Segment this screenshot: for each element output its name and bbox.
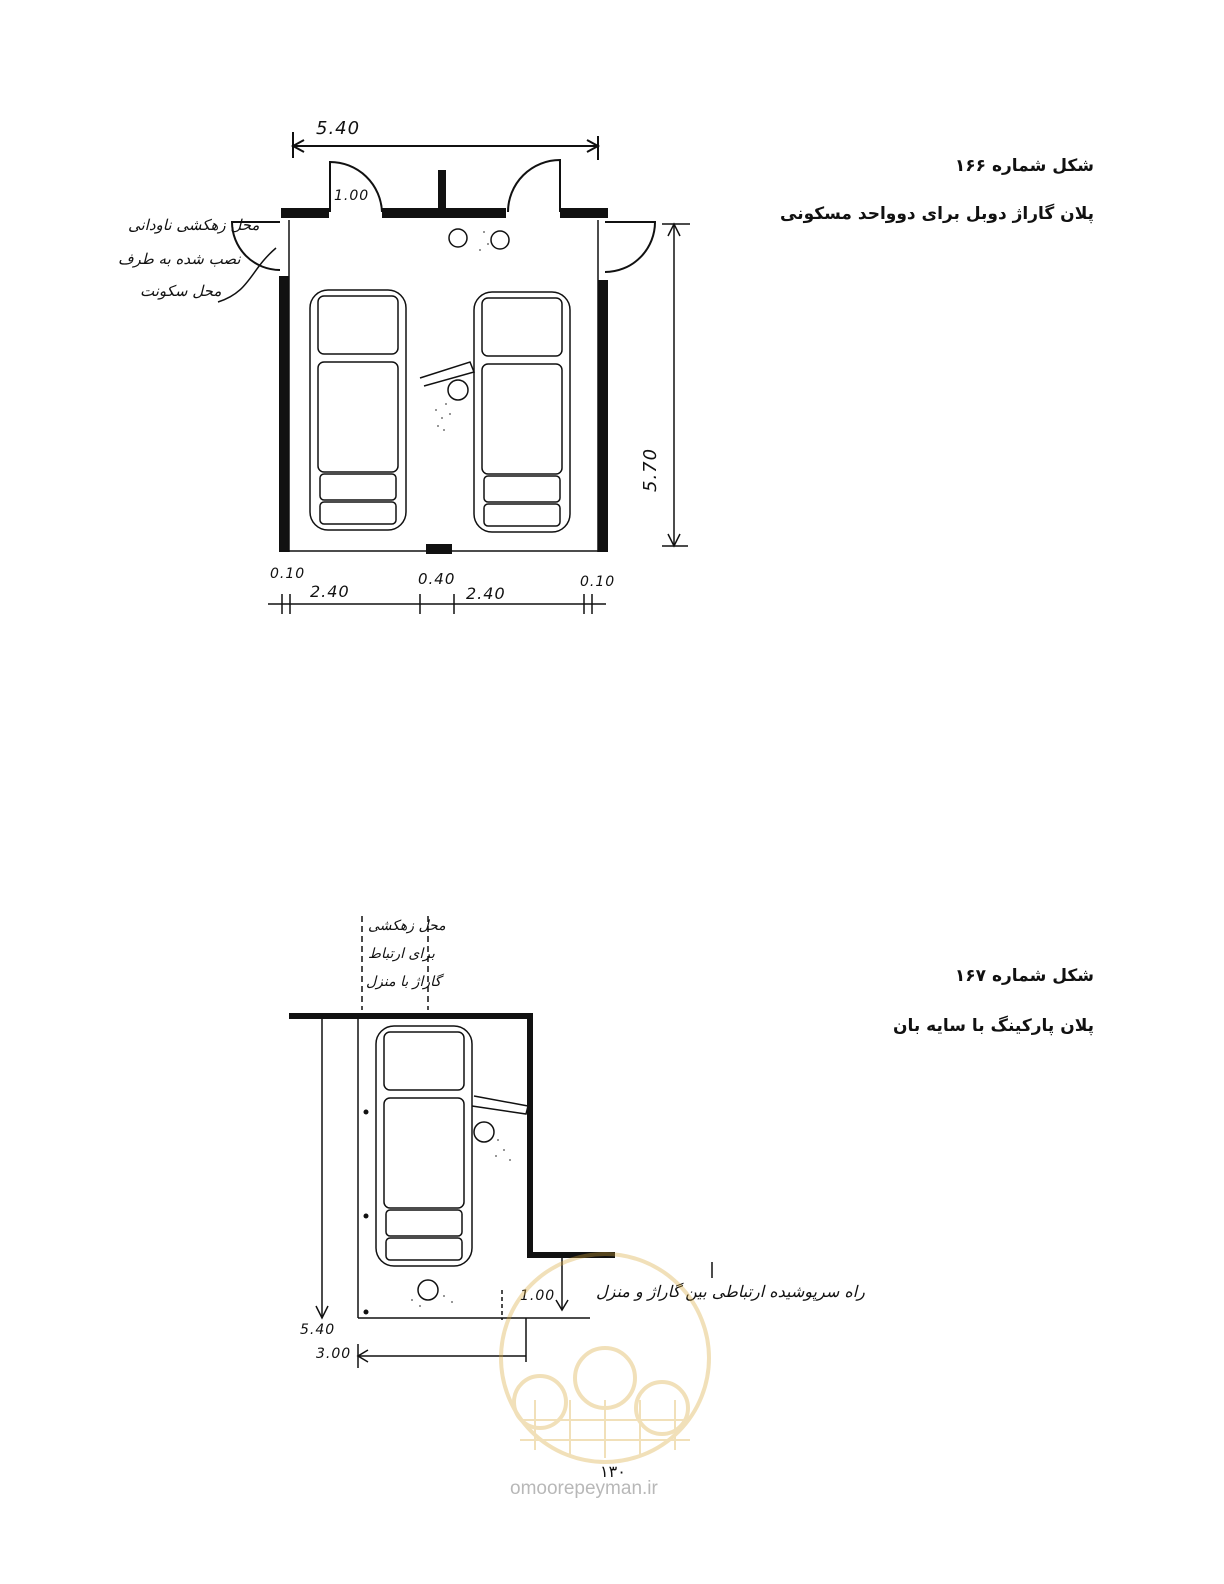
page-number: ۱۳۰	[600, 1462, 626, 1481]
fig166-middle-dim: 0.40	[418, 570, 456, 588]
fig166-stall-right-dim: 2.40	[466, 584, 506, 603]
fig166-note-line-1: محل زهکشی ناودانی	[128, 216, 260, 234]
fig167-width-dim: 3.00	[316, 1346, 352, 1362]
fig166-note-line-3: محل سکونت	[140, 282, 222, 300]
fig166-door-dim: 1.00	[334, 188, 370, 204]
fig167-note-line-2: برای ارتباط	[368, 946, 435, 962]
fig167-depth-dim: 5.40	[300, 1322, 336, 1338]
fig167-path-note: راه سرپوشیده ارتباطی بین گاراژ و منزل	[596, 1282, 865, 1301]
fig167-number: شکل شماره ۱۶۷	[954, 966, 1094, 986]
fig166-title: پلان گاراژ دوبل برای دوواحد مسکونی	[780, 204, 1094, 224]
fig167-note-line-1: محل زهکشی	[368, 918, 446, 934]
fig167-offset-dim: 1.00	[520, 1288, 556, 1304]
fig166-right-wall-dim: 0.10	[580, 574, 616, 590]
fig166-left-wall-dim: 0.10	[270, 566, 306, 582]
fig166-number: شکل شماره ۱۶۶	[954, 156, 1094, 176]
fig167-note-line-3: گاراژ با منزل	[366, 974, 442, 990]
fig167-title: پلان پارکینگ با سایه بان	[892, 1016, 1094, 1036]
watermark-url: omoorepeyman.ir	[510, 1478, 658, 1499]
fig166-depth-dim: 5.70	[640, 447, 661, 492]
fig166-note-line-2: نصب شده به طرف	[118, 250, 241, 268]
fig166-stall-left-dim: 2.40	[310, 582, 350, 601]
fig166-width-dim: 5.40	[316, 118, 361, 139]
